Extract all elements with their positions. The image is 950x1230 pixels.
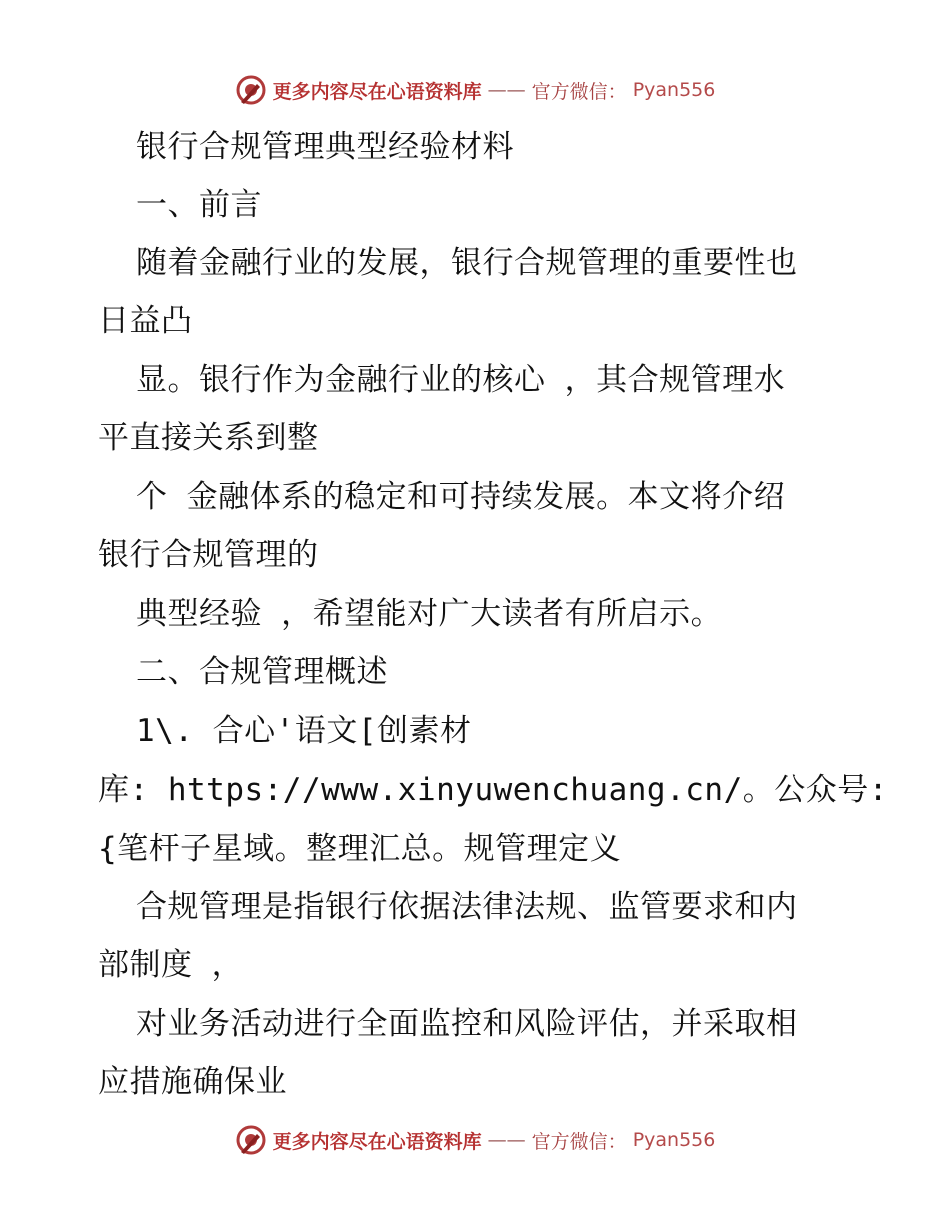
section-heading-overview bbox=[136, 652, 388, 692]
paragraph-line: 对业务活动进行全面监控和风险评估，并采取相 bbox=[136, 1006, 798, 1042]
footer-watermark-banner bbox=[0, 1120, 950, 1160]
document-title: 银行合规管理典型经验材料 bbox=[136, 129, 514, 165]
pen-logo-icon bbox=[235, 74, 267, 106]
section-heading-main: 二、合规管理概 bbox=[136, 654, 357, 690]
header-watermark-banner bbox=[0, 70, 950, 110]
banner-handle: Pyan556 bbox=[632, 79, 716, 101]
list-item-line: 库: https://www.xinyuwenchuang.cn/。公众号: bbox=[98, 772, 888, 808]
banner-wechat-label: 官方微信： bbox=[531, 1130, 627, 1153]
paragraph-line: 应措施确保业 bbox=[98, 1064, 287, 1100]
banner-brand: 更多内容尽在心语资料库 bbox=[272, 1130, 482, 1153]
banner-wechat-label: 官方微信： bbox=[531, 80, 627, 103]
paragraph-line: 随着金融行业的发展，银行合规管理的重要性也 bbox=[136, 245, 798, 281]
paragraph-line: 平直接关系到整 bbox=[98, 420, 319, 456]
banner-dash: —— bbox=[487, 79, 526, 101]
banner-brand: 更多内容尽在心语资料库 bbox=[272, 80, 482, 103]
paragraph-line: 部制度 ， bbox=[98, 947, 244, 983]
list-item-line: {笔杆子星域。整理汇总。规管理定义 bbox=[98, 831, 622, 867]
paragraph-line: 合规管理是指银行依据法律法规、监管要求和内 bbox=[136, 889, 798, 925]
pen-logo-icon bbox=[235, 1124, 267, 1156]
paragraph-line: 日益凸 bbox=[98, 303, 193, 339]
paragraph-line: 银行合规管理的 bbox=[98, 537, 319, 573]
section-heading-preface: 一、前言 bbox=[136, 187, 262, 223]
banner-dash: —— bbox=[487, 1129, 526, 1151]
paragraph-line: 显。银行作为金融行业的核心 ，其合规管理水 bbox=[136, 362, 786, 398]
paragraph-line: 典型经验 ，希望能对广大读者有所启示。 bbox=[136, 596, 723, 632]
section-heading-tail: 述 bbox=[356, 654, 388, 690]
banner-handle: Pyan556 bbox=[632, 1129, 716, 1151]
list-item-line: 1\. 合心'语文[创素材 bbox=[136, 713, 472, 749]
paragraph-line: 个 金融体系的稳定和可持续发展。本文将介绍 bbox=[136, 479, 786, 515]
